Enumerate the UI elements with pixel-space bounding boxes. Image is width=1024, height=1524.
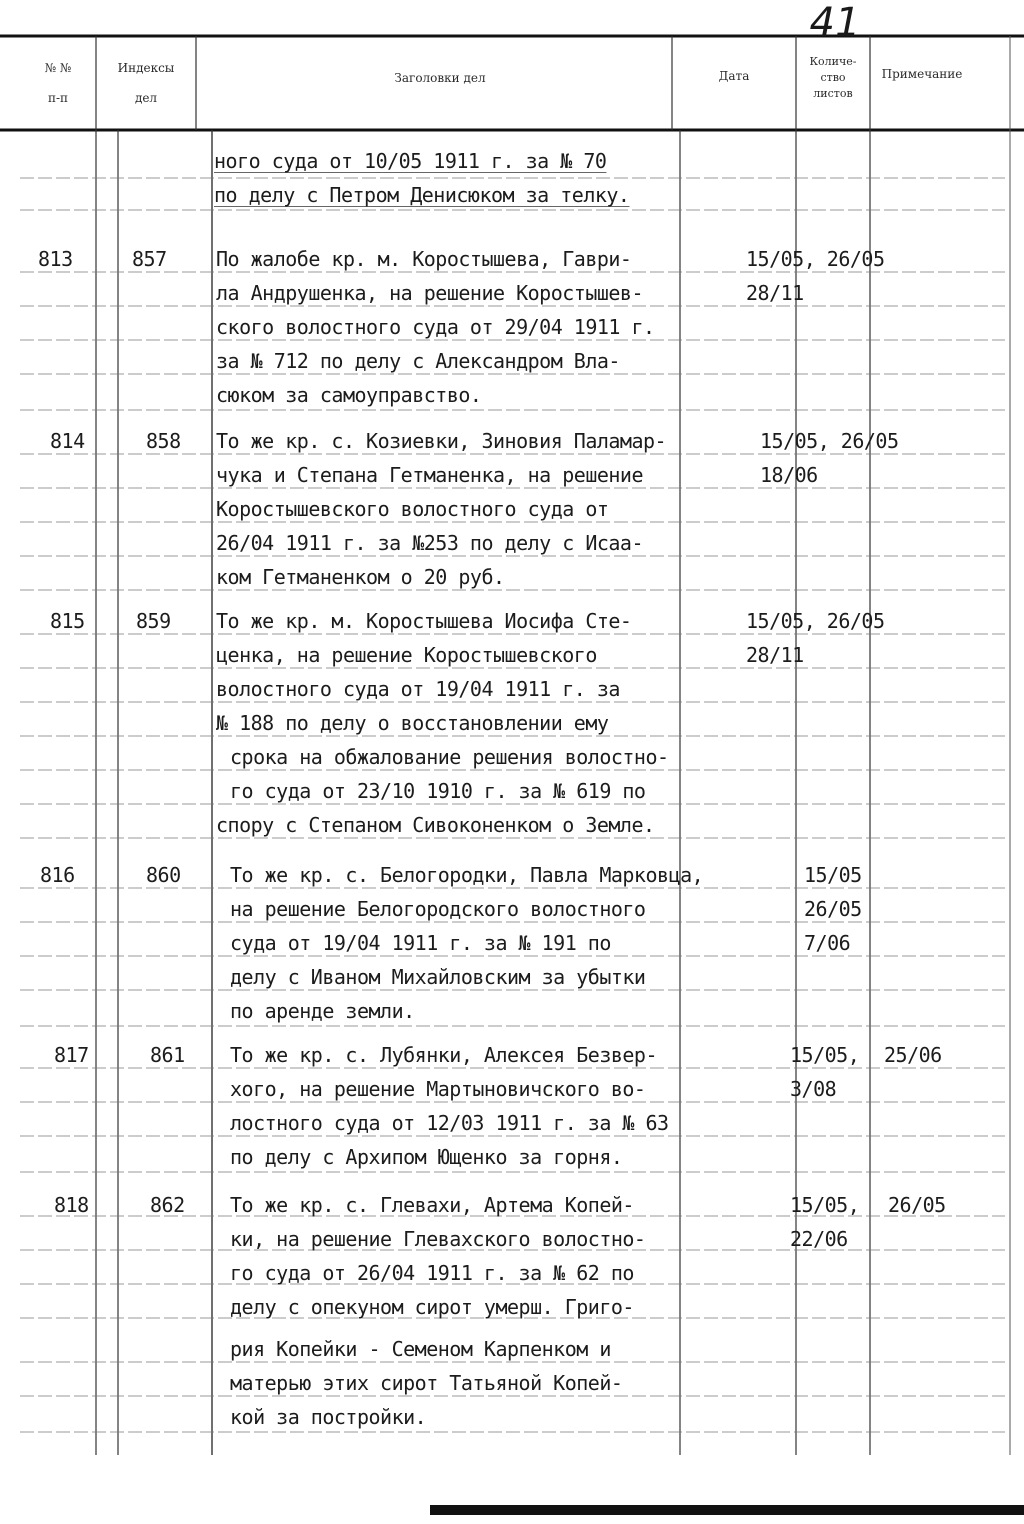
entry-date: 15/05, 26/05 <box>746 247 885 271</box>
scan-edge-bar <box>430 1505 1024 1515</box>
entry-index: 861 <box>150 1043 185 1067</box>
entry-title-line: То же кр. м. Коростышева Иосифа Сте- <box>216 609 632 633</box>
entry-title-line: ценка, на решение Коростышевского <box>216 643 597 667</box>
entry-date: 15/05, <box>790 1043 860 1067</box>
entry-title-line: срока на обжалование решения волостно- <box>230 745 669 769</box>
entry-title-line: То же кр. с. Козиевки, Зиновия Паламар- <box>216 429 667 453</box>
entry-title-line: 26/04 1911 г. за №253 по делу с Исаа- <box>216 531 644 555</box>
entry-title-line: ки, на решение Глевахского волостно- <box>230 1227 646 1251</box>
entry-title-line: ла Андрушенка, на решение Коростышев- <box>216 281 644 305</box>
entry-title-line: лостного суда от 12/03 1911 г. за № 63 <box>230 1111 669 1135</box>
entry-title-line: делу с Иваном Михайловским за убытки <box>230 965 646 989</box>
header-col-index-line1: Индексы <box>117 61 175 75</box>
entry-date: 15/05 <box>804 863 862 887</box>
header-col-sheets-line3: листов <box>813 87 853 100</box>
entry-title-line: волостного суда от 19/04 1911 г. за <box>216 677 620 701</box>
header-col-note: Примечание <box>881 67 963 81</box>
entry-title-line: чука и Степана Гетманенка, на решение <box>216 463 644 487</box>
header-col-sheets-line2: ство <box>820 71 846 84</box>
continuation-line-2: по делу с Петром Денисюком за телку. <box>214 183 630 207</box>
entry-title-line: суда от 19/04 1911 г. за № 191 по <box>230 931 611 955</box>
header-col-sheets-line1: Количе- <box>809 55 857 68</box>
folio-number: 41 <box>809 0 861 46</box>
entry-title-line: по аренде земли. <box>230 999 415 1023</box>
entry-index: 862 <box>150 1193 185 1217</box>
entry-date: 3/08 <box>790 1077 837 1101</box>
entry-date: 28/11 <box>746 281 804 305</box>
entry-title-line: по делу с Архипом Ющенко за горня. <box>230 1145 623 1169</box>
entry-title-line: По жалобе кр. м. Коростышева, Гаври- <box>216 247 632 271</box>
continuation-line-1: ного суда от 10/05 1911 г. за № 70 <box>214 149 607 173</box>
entry-title-line: № 188 по делу о восстановлении ему <box>216 711 609 735</box>
entry-title-line: спору с Степаном Сивоконенком о Земле. <box>216 813 655 837</box>
entry-title-line: рия Копейки - Семеном Карпенком и <box>230 1337 611 1361</box>
entry-number: 818 <box>54 1193 89 1217</box>
entry-title-line: за № 712 по делу с Александром Вла- <box>216 349 620 373</box>
header-col-index <box>100 58 192 108</box>
entry-title-line: кой за постройки. <box>230 1405 427 1429</box>
entry-date: 18/06 <box>760 463 818 487</box>
entry-title-line: го суда от 26/04 1911 г. за № 62 по <box>230 1261 634 1285</box>
entry-number: 817 <box>54 1043 89 1067</box>
entry-title-line: го суда от 23/10 1910 г. за № 619 по <box>230 779 646 803</box>
header-col-date: Дата <box>718 69 750 83</box>
entry-title-line: Коростышевского волостного суда от <box>216 497 609 521</box>
entry-title-line: ского волостного суда от 29/04 1911 г. <box>216 315 655 339</box>
entry-note: 26/05 <box>888 1193 946 1217</box>
entry-index: 860 <box>146 863 181 887</box>
entry-date: 28/11 <box>746 643 804 667</box>
header-col-no <box>28 58 88 108</box>
entry-title-line: То же кр. с. Белогородки, Павла Марковца, <box>230 863 704 887</box>
entry-index: 858 <box>146 429 181 453</box>
entry-index: 857 <box>132 247 167 271</box>
header-col-index-line2: дел <box>134 91 158 105</box>
entry-title-line: хого, на решение Мартыновичского во- <box>230 1077 646 1101</box>
entry-number: 814 <box>50 429 85 453</box>
entry-note: 25/06 <box>884 1043 942 1067</box>
entry-date: 22/06 <box>790 1227 848 1251</box>
header-col-sheets <box>798 54 868 102</box>
entry-title-line: сюком за самоуправство. <box>216 383 482 407</box>
entry-date: 15/05, 26/05 <box>746 609 885 633</box>
entry-title-line: То же кр. с. Лубянки, Алексея Безвер- <box>230 1043 658 1067</box>
entry-title-line: То же кр. с. Глевахи, Артема Копей- <box>230 1193 634 1217</box>
entry-title-line: делу с опекуном сирот умерш. Григо- <box>230 1295 634 1319</box>
entry-date: 26/05 <box>804 897 862 921</box>
header-col-no-line1: № № <box>44 61 72 75</box>
entry-title-line: на решение Белогородского волостного <box>230 897 646 921</box>
header-col-title: Заголовки дел <box>394 71 486 85</box>
entry-date: 15/05, <box>790 1193 860 1217</box>
entry-date: 15/05, 26/05 <box>760 429 899 453</box>
entry-title-line: ком Гетманенком о 20 руб. <box>216 565 505 589</box>
entry-date: 7/06 <box>804 931 851 955</box>
entry-index: 859 <box>136 609 171 633</box>
header-col-no-line2: п-п <box>47 91 69 105</box>
entry-number: 816 <box>40 863 75 887</box>
entry-number: 813 <box>38 247 73 271</box>
entry-number: 815 <box>50 609 85 633</box>
entry-title-line: матерью этих сирот Татьяной Копей- <box>230 1371 623 1395</box>
